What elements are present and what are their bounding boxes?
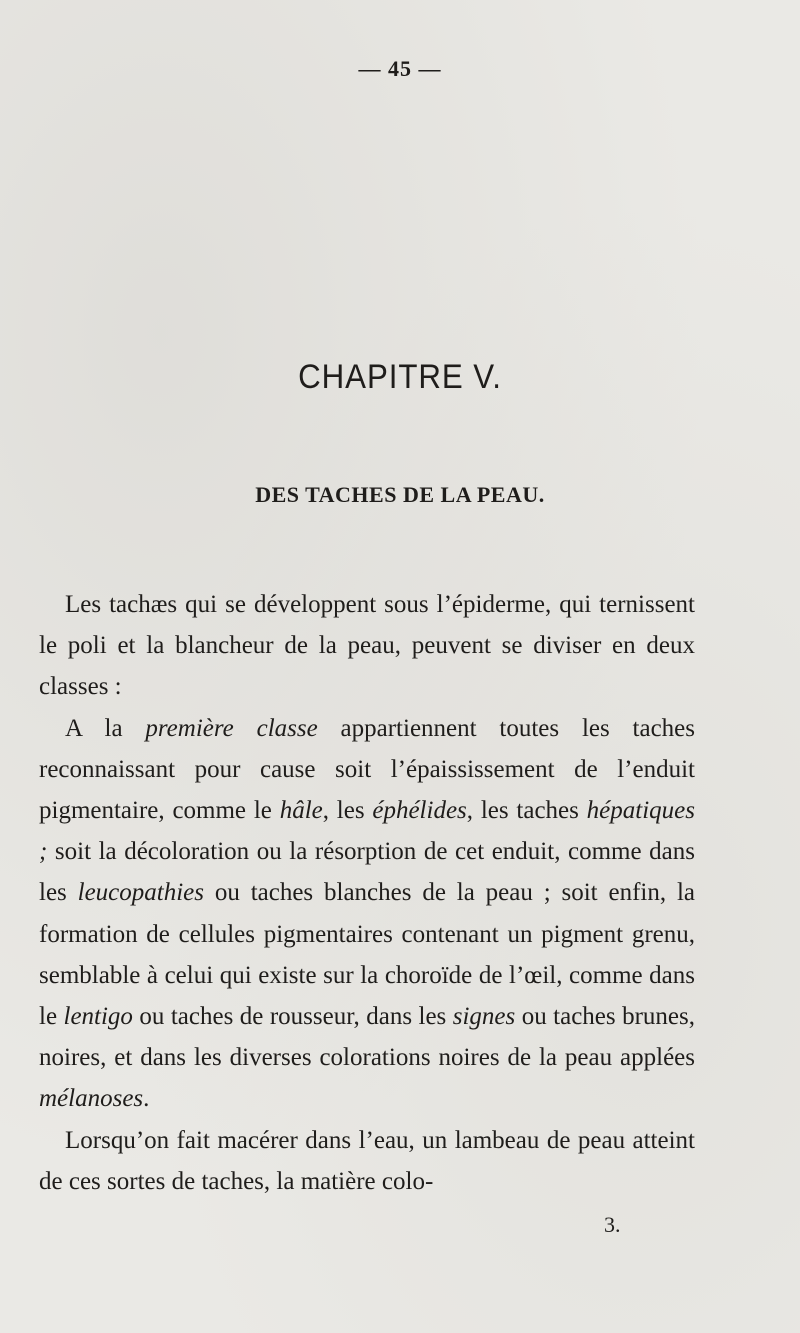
paragraph-2: [39, 708, 695, 1120]
paragraph-text-segment: ou taches de rousseur, dans les: [132, 1003, 453, 1031]
signature-mark: 3.: [604, 1212, 621, 1237]
paragraph-text-segment: A la: [65, 714, 146, 742]
italic-term-premiere-classe: première classe: [145, 714, 318, 742]
italic-term-hepatiques: hépatiques ;: [39, 797, 695, 866]
italic-term-signes: signes: [452, 1003, 516, 1031]
section-title: DES TACHES DE LA PEAU.: [255, 482, 545, 507]
italic-term-hale: hâle: [279, 797, 323, 825]
page-number: — 45 —: [358, 56, 442, 81]
paragraph-text-segment: ou taches blanches de la peau ; soit enfin, la formation de cellules pigmentaires contenant un pigment grenu, semblable à celui qui existe sur la choroïde de l’œil, comme dans le: [39, 879, 695, 1031]
paragraph-text-segment: soit la décoloration ou la résorption de cet enduit, comme dans les: [39, 838, 695, 907]
italic-term-leucopathies: leucopathies: [77, 879, 204, 907]
italic-term-ephelides: éphélides: [372, 797, 467, 825]
paragraph-text-segment: appartiennent toutes les taches reconnaissant pour cause soit l’épaississement de l’enduit pigmentaire, comme le: [39, 714, 696, 825]
paragraph-text-segment: , les: [322, 797, 373, 825]
chapter-title: CHAPITRE V.: [298, 358, 502, 396]
paragraph-text-segment: , les taches: [466, 797, 587, 825]
italic-term-melanoses: mélanoses: [39, 1085, 144, 1113]
body-text: [39, 584, 695, 1202]
paragraph-text-segment: Lorsqu’on fait macérer dans l’eau, un lambeau de peau atteint de ces sortes de taches, la matière colo-: [39, 1126, 695, 1195]
paragraph-1: [39, 584, 695, 708]
italic-term-lentigo: lentigo: [63, 1003, 133, 1031]
paragraph-text-segment: ou taches brunes, noires, et dans les diverses colorations noires de la peau applées: [39, 1003, 695, 1072]
paragraph-text-segment: Les tachæs qui se développent sous l’épiderme, qui ternissent le poli et la blancheur de la peau, peuvent se diviser en deux classes :: [39, 591, 695, 701]
paragraph-3: [39, 1120, 695, 1202]
paragraph-text-segment: .: [143, 1085, 150, 1113]
